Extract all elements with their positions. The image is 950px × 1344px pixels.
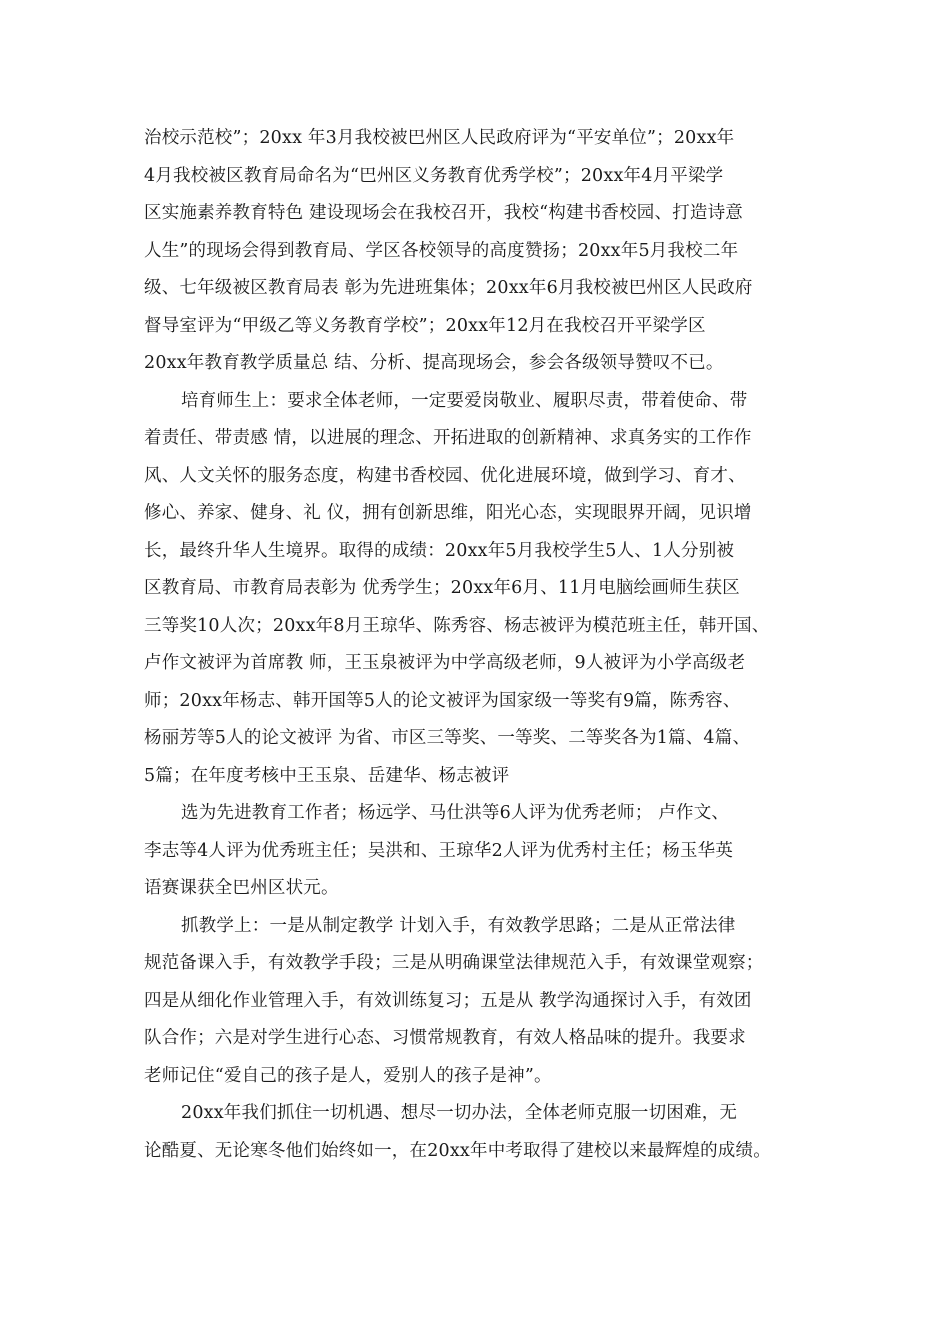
text-line: 老师记住“爱自己的孩子是人，爱别人的孩子是神”。 — [144, 1066, 552, 1086]
text-line: 四是从细化作业管理入手，有效训练复习；五是从 教学沟通探讨入手，有效团 — [144, 991, 752, 1011]
text-line: 风、人文关怀的服务态度，构建书香校园、优化进展环境，做到学习、育才、 — [144, 466, 746, 486]
paragraph-first-line: 20xx年我们抓住一切机遇、想尽一切办法，全体老师克服一切困难，无 — [181, 1103, 738, 1123]
text-line: 治校示范校”；20xx 年3月我校被巴州区人民政府评为“平安单位”；20xx年 — [144, 128, 735, 148]
text-line: 20xx年教育教学质量总 结、分析、提高现场会，参会各级领导赞叹不已。 — [144, 353, 724, 373]
text-line: 修心、养家、健身、礼 仪，拥有创新思维，阳光心态，实现眼界开阔，见识增 — [144, 503, 752, 523]
paragraph-first-line: 选为先进教育工作者；杨远学、马仕洪等6人评为优秀老师； 卢作文、 — [181, 803, 730, 823]
text-line: 论酷夏、无论寒冬他们始终如一，在20xx年中考取得了建校以来最辉煌的成绩。 — [144, 1141, 771, 1161]
text-line: 三等奖10人次；20xx年8月王琼华、陈秀容、杨志被评为模范班主任，韩开国、 — [144, 616, 770, 636]
text-line: 师；20xx年杨志、韩开国等5人的论文被评为国家级一等奖有9篇，陈秀容、 — [144, 691, 741, 711]
text-line: 区教育局、市教育局表彰为 优秀学生；20xx年6月、11月电脑绘画师生获区 — [144, 578, 740, 598]
paragraph-first-line: 抓教学上：一是从制定教学 计划入手，有效教学思路；二是从正常法律 — [181, 916, 736, 936]
text-line: 区实施素养教育特色 建设现场会在我校召开，我校“构建书香校园、打造诗意 — [144, 203, 744, 223]
text-line: 着责任、带责感 情，以进展的理念、开拓进取的创新精神、求真务实的工作作 — [144, 428, 752, 448]
text-line: 李志等4人评为优秀班主任；吴洪和、王琼华2人评为优秀村主任；杨玉华英 — [144, 841, 734, 861]
text-line: 规范备课入手，有效教学手段；三是从明确课堂法律规范入手，有效课堂观察； — [144, 953, 764, 973]
text-line: 督导室评为“甲级乙等义务教育学校”；20xx年12月在我校召开平梁学区 — [144, 316, 706, 336]
text-line: 4月我校被区教育局命名为“巴州区义务教育优秀学校”；20xx年4月平梁学 — [144, 166, 724, 186]
paragraph-first-line: 培育师生上：要求全体老师，一定要爱岗敬业、履职尽责，带着使命、带 — [181, 391, 748, 411]
text-line: 卢作文被评为首席教 师，王玉泉被评为中学高级老师，9人被评为小学高级老 — [144, 653, 746, 673]
text-line: 语赛课获全巴州区状元。 — [144, 878, 339, 898]
text-line: 队合作；六是对学生进行心态、习惯常规教育，有效人格品味的提升。我要求 — [144, 1028, 746, 1048]
text-line: 级、七年级被区教育局表 彰为先进班集体；20xx年6月我校被巴州区人民政府 — [144, 278, 753, 298]
text-line: 长，最终升华人生境界。取得的成绩：20xx年5月我校学生5人、1人分别被 — [144, 541, 735, 561]
text-line: 5篇；在年度考核中王玉泉、岳建华、杨志被评 — [144, 766, 510, 786]
text-line: 人生”的现场会得到教育局、学区各校领导的高度赞扬；20xx年5月我校二年 — [144, 241, 739, 261]
text-line: 杨丽芳等5人的论文被评 为省、市区三等奖、一等奖、二等奖各为1篇、4篇、 — [144, 728, 751, 748]
